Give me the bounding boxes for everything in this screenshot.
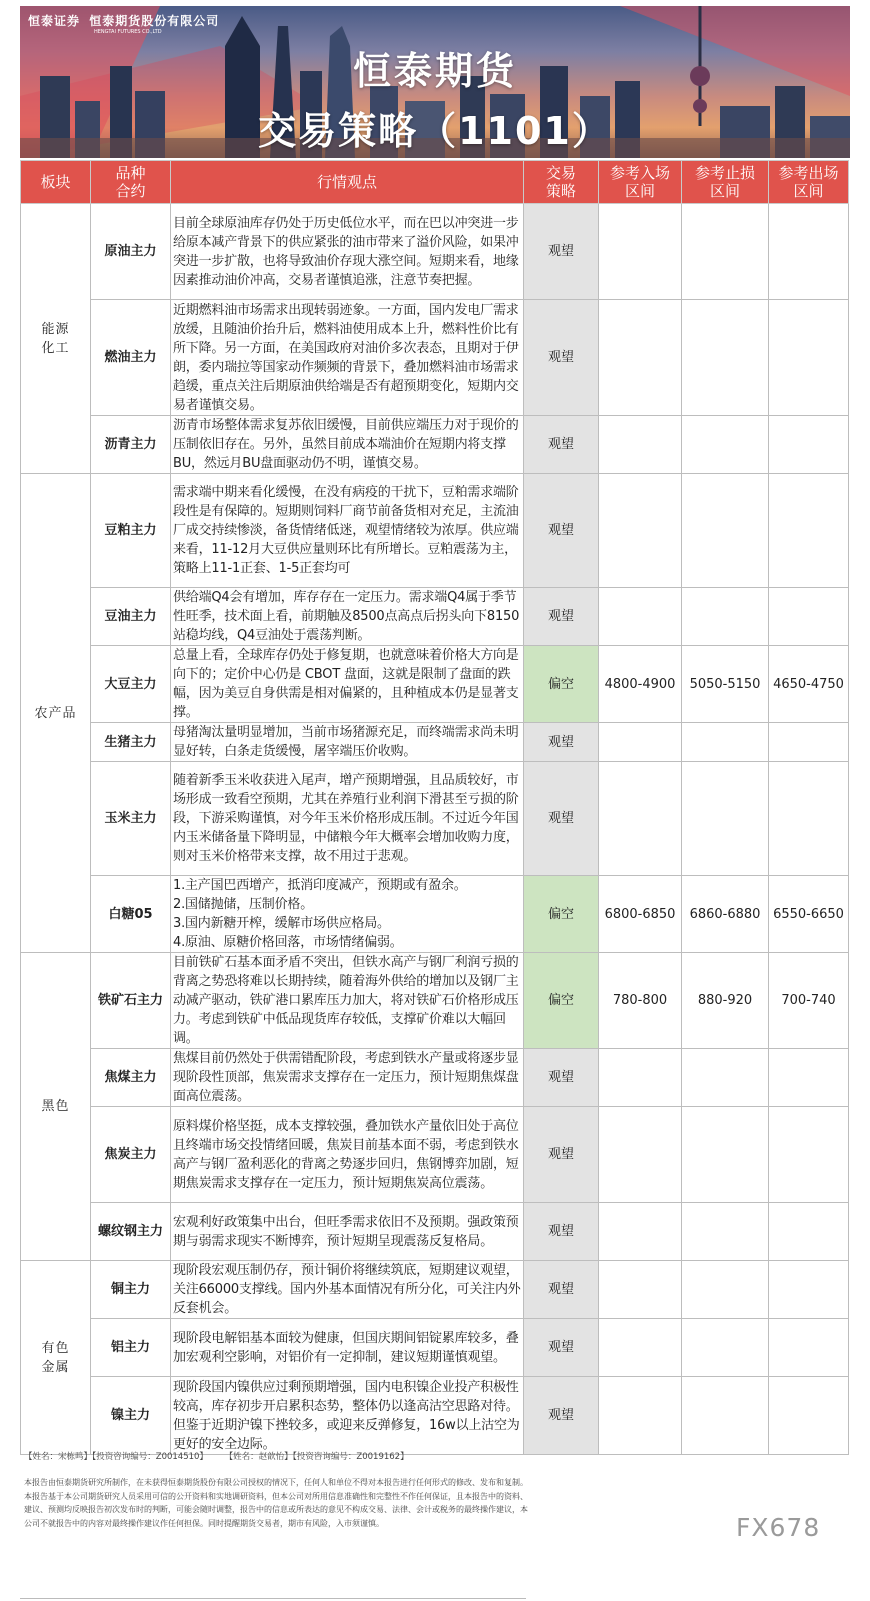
logo-company-name: 恒泰期货股份有限公司 — [89, 14, 220, 28]
strategy-cell: 观望 — [524, 1261, 599, 1319]
entry-range-cell — [599, 204, 682, 300]
stop-range-cell — [682, 762, 769, 876]
strategy-cell: 观望 — [524, 1319, 599, 1377]
variety-cell: 大豆主力 — [91, 646, 171, 723]
variety-cell: 焦煤主力 — [91, 1049, 171, 1107]
exit-range-cell — [769, 1319, 849, 1377]
view-cell: 现阶段国内镍供应过剩预期增强，国内电积镍企业投产积极性较高，库存初步开启累积态势，整体仍以逢高沽空思路对待。但鉴于近期沪镍下挫较多，或迎来反弹修复，16w以上沽空为更好的安全边际。 — [171, 1377, 524, 1455]
entry-range-cell: 780-800 — [599, 953, 682, 1049]
entry-range-cell — [599, 1261, 682, 1319]
exit-range-cell — [769, 762, 849, 876]
entry-range-cell — [599, 1319, 682, 1377]
variety-cell: 螺纹钢主力 — [91, 1203, 171, 1261]
report-subtitle: 交易策略（1101） — [258, 109, 612, 153]
table-row — [21, 1203, 849, 1261]
view-cell: 供给端Q4会有增加，库存存在一定压力。需求端Q4属于季节性旺季，技术面上看，前期触及8500点高点后拐头向下8150站稳均线，Q4豆油处于震荡判断。 — [171, 588, 524, 646]
table-row — [21, 1049, 849, 1107]
table-row — [21, 646, 849, 723]
table-row — [21, 762, 849, 876]
entry-range-cell — [599, 723, 682, 762]
stop-range-cell — [682, 723, 769, 762]
exit-range-cell — [769, 300, 849, 416]
stop-range-cell — [682, 588, 769, 646]
stop-range-cell — [682, 1261, 769, 1319]
analyst-1: 【姓名：宋栋鸣】【投资咨询编号：Z0014510】 — [24, 1452, 208, 1462]
stop-range-cell — [682, 300, 769, 416]
variety-cell: 铝主力 — [91, 1319, 171, 1377]
exit-range-cell — [769, 1377, 849, 1455]
stop-range-cell — [682, 416, 769, 474]
exit-range-cell — [769, 1107, 849, 1203]
strategy-cell: 观望 — [524, 1049, 599, 1107]
table-row — [21, 474, 849, 588]
table-row — [21, 300, 849, 416]
exit-range-cell — [769, 588, 849, 646]
logo-securities: 恒泰证券 — [28, 14, 81, 28]
sector-cell: 农产品 — [21, 474, 91, 953]
stop-range-cell — [682, 1319, 769, 1377]
variety-cell: 焦炭主力 — [91, 1107, 171, 1203]
exit-range-cell — [769, 1049, 849, 1107]
stop-range-cell: 880-920 — [682, 953, 769, 1049]
view-cell: 宏观利好政策集中出台，但旺季需求依旧不及预期。强政策预期与弱需求现实不断博弈，预计短期呈现震荡反复格局。 — [171, 1203, 524, 1261]
variety-cell: 白糖05 — [91, 876, 171, 953]
view-cell: 现阶段宏观压制仍存，预计铜价将继续筑底，短期建议观望，关注66000支撑线。国内外基本面情况有所分化，可关注内外反套机会。 — [171, 1261, 524, 1319]
view-cell: 近期燃料油市场需求出现转弱迹象。一方面，国内发电厂需求放缓，且随油价抬升后，燃料油使用成本上升，燃料性价比有所下降。另一方面，在美国政府对油价多次表态，且期对于伊朗，委内瑞拉等国家动作频频的背景下，叠加燃料油市场需求趋缓，重点关注后期原油供给端是否有超预期变化，短期内交易者谨慎交易。 — [171, 300, 524, 416]
strategy-cell: 观望 — [524, 762, 599, 876]
exit-range-cell — [769, 723, 849, 762]
company-logo — [28, 12, 219, 35]
strategy-cell: 偏空 — [524, 953, 599, 1049]
variety-cell: 生猪主力 — [91, 723, 171, 762]
variety-cell: 玉米主力 — [91, 762, 171, 876]
report-title: 恒泰期货 — [352, 49, 517, 93]
stop-range-cell: 6860-6880 — [682, 876, 769, 953]
stop-range-cell — [682, 474, 769, 588]
strategy-cell: 观望 — [524, 723, 599, 762]
entry-range-cell — [599, 1377, 682, 1455]
view-cell: 母猪淘汰量明显增加，当前市场猪源充足，而终端需求尚未明显好转，白条走货缓慢，屠宰端压价收购。 — [171, 723, 524, 762]
table-row — [21, 876, 849, 953]
table-row — [21, 204, 849, 300]
view-cell: 1.主产国巴西增产，抵消印度减产，预期或有盈余。 2.国储抛储，压制价格。 3.国内新糖开榨，缓解市场供应格局。 4.原油、原糖价格回落，市场情绪偏弱。 — [171, 876, 524, 953]
view-cell: 现阶段电解铝基本面较为健康，但国庆期间铝锭累库较多，叠加宏观利空影响，对铝价有一定抑制，建议短期谨慎观望。 — [171, 1319, 524, 1377]
view-cell: 原料煤价格坚挺，成本支撑较强，叠加铁水产量依旧处于高位且终端市场交投情绪回暖，焦炭目前基本面不弱，考虑到铁水高产与钢厂盈利恶化的背离之势逐步回归，焦钢博弈加剧，短期焦炭需求支撑存在一定压力，预计短期焦炭高位震荡。 — [171, 1107, 524, 1203]
table-row — [21, 1261, 849, 1319]
view-cell: 需求端中期来看化缓慢，在没有病疫的干扰下，豆粕需求端阶段性是有保障的。短期则饲料厂商节前备货相对充足，主流油厂成交持续惨淡，备货情绪低迷，观望情绪较为浓厚。供应端来看，11-12月大豆供应量则环比有所增长。豆粕震荡为主，策略上11-1正套、1-5正套均可 — [171, 474, 524, 588]
variety-cell: 燃油主力 — [91, 300, 171, 416]
watermark: FX678 — [736, 1513, 821, 1542]
footer — [20, 1450, 850, 1530]
view-cell: 沥青市场整体需求复苏依旧缓慢，目前供应端压力对于现价的压制依旧存在。另外，虽然目前成本端油价在短期内将支撑BU，然远月BU盘面驱动仍不明，谨慎交易。 — [171, 416, 524, 474]
header-exit: 参考出场 区间 — [769, 161, 849, 204]
strategy-cell: 观望 — [524, 1377, 599, 1455]
variety-cell: 沥青主力 — [91, 416, 171, 474]
sector-cell: 黑色 — [21, 953, 91, 1261]
view-cell: 目前铁矿石基本面矛盾不突出，但铁水高产与钢厂利润亏损的背离之势恐将难以长期持续，随着海外供给的增加以及钢厂主动减产驱动，铁矿港口累库压力加大，将对铁矿石价格形成压力。考虑到铁矿中低品现货库存较低，支撑矿价难以大幅回调。 — [171, 953, 524, 1049]
strategy-table — [20, 160, 849, 1455]
strategy-cell: 偏空 — [524, 646, 599, 723]
sector-cell: 有色 金属 — [21, 1261, 91, 1455]
view-cell: 随着新季玉米收获进入尾声，增产预期增强，且品质较好，市场形成一致看空预期，尤其在养殖行业利润下滑甚至亏损的阶段，下游采购谨慎，对今年玉米价格形成压制。不过近今年国内玉米储备量下降明显，中储粮今年大概率会增加收购力度，则对玉米价格带来支撑，故不用过于悲观。 — [171, 762, 524, 876]
header-stop: 参考止损 区间 — [682, 161, 769, 204]
header-strategy: 交易 策略 — [524, 161, 599, 204]
strategy-cell: 观望 — [524, 1107, 599, 1203]
variety-cell: 原油主力 — [91, 204, 171, 300]
entry-range-cell — [599, 416, 682, 474]
entry-range-cell: 6800-6850 — [599, 876, 682, 953]
logo-english: HENGTAI FUTURES CO.,LTD — [94, 29, 162, 35]
table-header-row — [21, 161, 849, 204]
stop-range-cell: 5050-5150 — [682, 646, 769, 723]
table-body — [21, 204, 849, 1455]
entry-range-cell — [599, 1049, 682, 1107]
strategy-cell: 观望 — [524, 204, 599, 300]
exit-range-cell — [769, 1203, 849, 1261]
header-sector: 板块 — [21, 161, 91, 204]
stop-range-cell — [682, 1049, 769, 1107]
table-row — [21, 588, 849, 646]
entry-range-cell — [599, 1107, 682, 1203]
exit-range-cell: 6550-6650 — [769, 876, 849, 953]
exit-range-cell — [769, 416, 849, 474]
exit-range-cell — [769, 474, 849, 588]
variety-cell: 镍主力 — [91, 1377, 171, 1455]
view-cell: 焦煤目前仍然处于供需错配阶段，考虑到铁水产量或将逐步显现阶段性顶部，焦炭需求支撑存在一定压力，预计短期焦煤盘面高位震荡。 — [171, 1049, 524, 1107]
strategy-cell: 观望 — [524, 1203, 599, 1261]
strategy-cell: 观望 — [524, 416, 599, 474]
disclaimer: 本报告由恒泰期货研究所制作，在未获得恒泰期货股份有限公司授权的情况下，任何人和单位不得对本报告进行任何形式的修改、发布和复制。本报告基于本公司期货研究人员采用可信的公开资料和实地调研资料，但本公司对所用信息准确性和完整性不作任何保证，且本报告中的资料、建议、预测均反映报告初次发布时的判断，可能会随时调整，报告中的信息或所表达的意见不构成交易、法律、会计或税务的最终操作建议，本公司不就报告中的内容对最终操作建议作任何担保。同时提醒期货交易者，期市有风险，入市须谨慎。 — [24, 1478, 528, 1528]
variety-cell: 豆油主力 — [91, 588, 171, 646]
strategy-cell: 观望 — [524, 588, 599, 646]
header-view: 行情观点 — [171, 161, 524, 204]
exit-range-cell: 4650-4750 — [769, 646, 849, 723]
strategy-cell: 观望 — [524, 474, 599, 588]
table-row — [21, 1107, 849, 1203]
entry-range-cell: 4800-4900 — [599, 646, 682, 723]
table-row — [21, 416, 849, 474]
stop-range-cell — [682, 1107, 769, 1203]
header-variety: 品种 合约 — [91, 161, 171, 204]
stop-range-cell — [682, 1377, 769, 1455]
entry-range-cell — [599, 588, 682, 646]
footer-divider — [20, 1598, 526, 1599]
table-row — [21, 723, 849, 762]
variety-cell: 铁矿石主力 — [91, 953, 171, 1049]
strategy-cell: 偏空 — [524, 876, 599, 953]
table-row — [21, 1319, 849, 1377]
entry-range-cell — [599, 300, 682, 416]
header-banner — [20, 6, 850, 158]
sector-cell: 能源 化工 — [21, 204, 91, 474]
stop-range-cell — [682, 204, 769, 300]
header-entry: 参考入场 区间 — [599, 161, 682, 204]
stop-range-cell — [682, 1203, 769, 1261]
exit-range-cell — [769, 1261, 849, 1319]
exit-range-cell — [769, 204, 849, 300]
view-cell: 总量上看，全球库存仍处于修复期，也就意味着价格大方向是向下的；定价中心仍是 CBOT 盘面，这就是限制了盘面的跌幅，因为美豆自身供需是相对偏紧的，且种植成本仍是显著支撑。 — [171, 646, 524, 723]
variety-cell: 铜主力 — [91, 1261, 171, 1319]
exit-range-cell: 700-740 — [769, 953, 849, 1049]
entry-range-cell — [599, 474, 682, 588]
analyst-info — [20, 1450, 850, 1462]
entry-range-cell — [599, 762, 682, 876]
table-row — [21, 953, 849, 1049]
strategy-cell: 观望 — [524, 300, 599, 416]
variety-cell: 豆粕主力 — [91, 474, 171, 588]
analyst-2: 【姓名：赵歆怡】【投资咨询编号：Z0019162】 — [224, 1452, 409, 1462]
table-row — [21, 1377, 849, 1455]
view-cell: 目前全球原油库存仍处于历史低位水平，而在巴以冲突进一步给原本减产背景下的供应紧张的油市带来了溢价风险，如果冲突进一步扩散，也将导致油价存现大涨空间。短期来看，地缘因素推动油价冲高，交易者谨慎追涨，注意节奏把握。 — [171, 204, 524, 300]
entry-range-cell — [599, 1203, 682, 1261]
